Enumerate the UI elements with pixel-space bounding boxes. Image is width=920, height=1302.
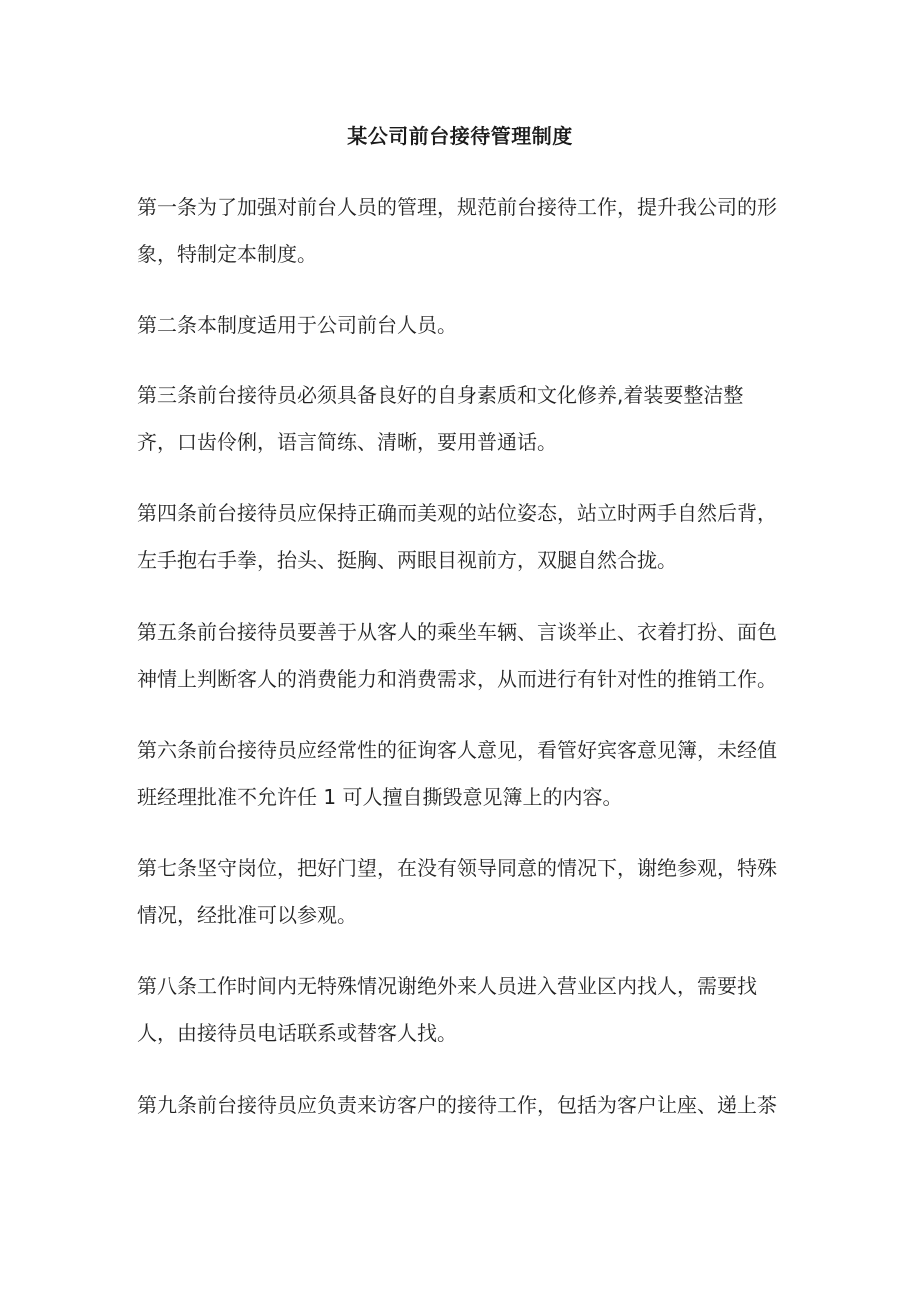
article-4-line-2: 左手抱右手拳，抬头、挺胸、两眼目视前方，双腿自然合拢。	[137, 548, 677, 572]
article-3-line-2: 齐，口齿伶俐，语言简练、清晰，要用普通话。	[137, 430, 557, 454]
article-3-line-1: 第三条前台接待员必须具备良好的自身素质和文化修养,着装要整洁整	[137, 383, 744, 407]
article-8-line-1: 第八条工作时间内无特殊情况谢绝外来人员进入营业区内找人，需要找	[137, 974, 757, 998]
article-6-line-2: 班经理批准不允许任 1 可人擅自撕毁意见簿上的内容。	[137, 785, 623, 809]
article-8-line-2: 人，由接待员电话联系或替客人找。	[137, 1021, 457, 1045]
article-4-line-1: 第四条前台接待员应保持正确而美观的站位姿态，站立时两手自然后背，	[137, 501, 777, 525]
article-1-line-1: 第一条为了加强对前台人员的管理，规范前台接待工作，提升我公司的形	[137, 195, 777, 219]
article-1-line-2: 象，特制定本制度。	[137, 242, 317, 266]
article-2-line-1: 第二条本制度适用于公司前台人员。	[137, 313, 457, 337]
article-5-line-1: 第五条前台接待员要善于从客人的乘坐车辆、言谈举止、衣着打扮、面色	[137, 620, 777, 644]
article-6-line-1: 第六条前台接待员应经常性的征询客人意见，看管好宾客意见簿，未经值	[137, 738, 777, 762]
article-9-line-1: 第九条前台接待员应负责来访客户的接待工作，包括为客户让座、递上茶	[137, 1093, 777, 1117]
article-7-line-2: 情况，经批准可以参观。	[137, 903, 357, 927]
document-title: 某公司前台接待管理制度	[347, 124, 573, 148]
article-5-line-2: 神情上判断客人的消费能力和消费需求，从而进行有针对性的推销工作。	[137, 667, 777, 691]
article-7-line-1: 第七条坚守岗位，把好门望，在没有领导同意的情况下，谢绝参观，特殊	[137, 856, 777, 880]
